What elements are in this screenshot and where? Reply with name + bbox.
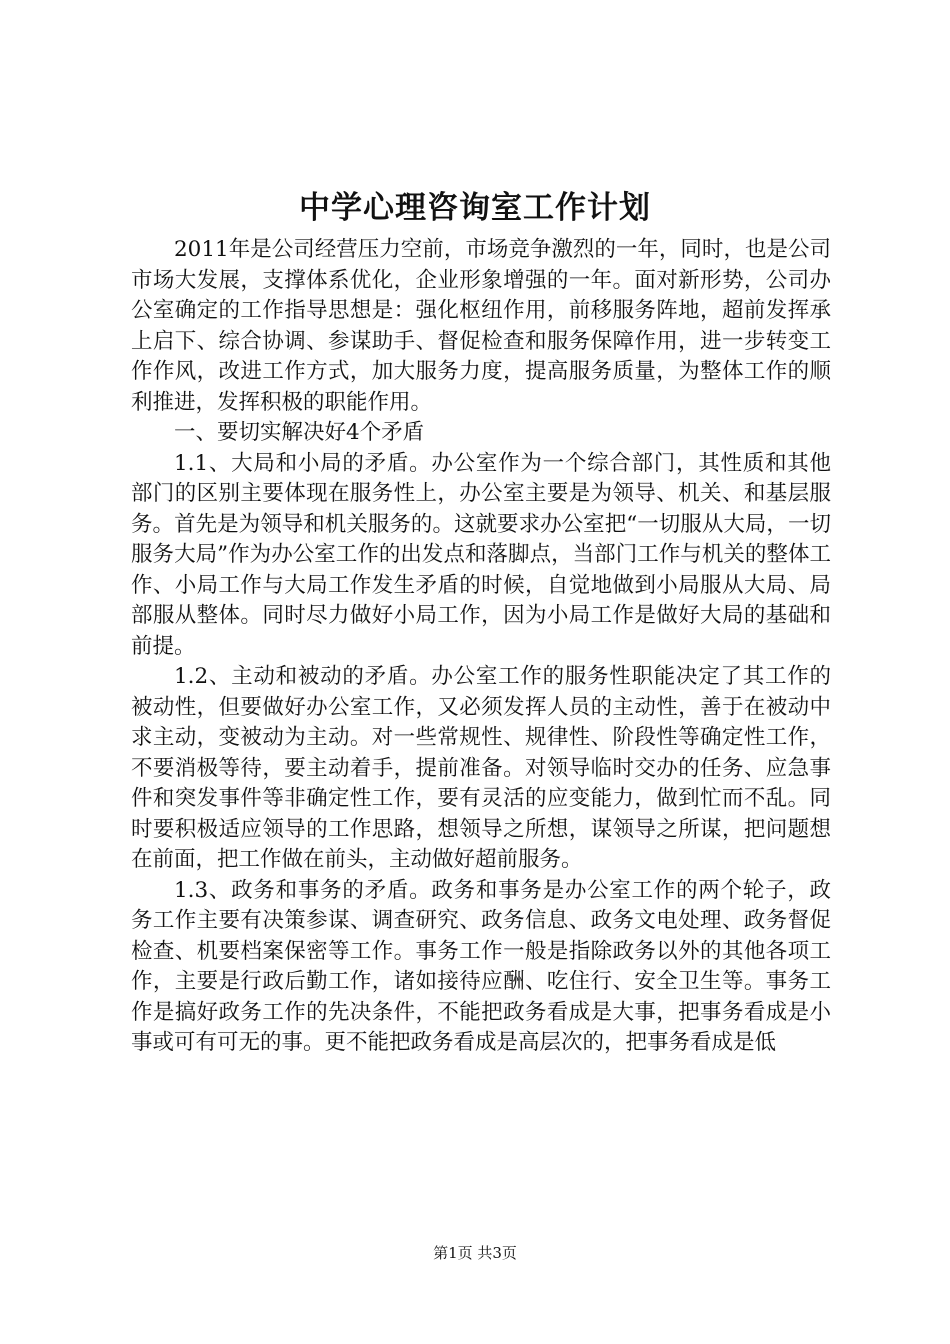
section-heading: 一、要切实解决好4个矛盾 (174, 420, 425, 445)
paragraph-1-2: 1.2、主动和被动的矛盾。办公室工作的服务性职能决定了其工作的被动性，但要做好办公室工作，又必须发挥人员的主动性，善于在被动中求主动，变被动为主动。对一些常规性、规律性、阶段性等确定性工作，不要消极等待，要主动着手，提前准备。对领导临时交办的任务、应急事件和突发事件等非确定性工作，要有灵活的应变能力，做到忙而不乱。同时要积极适应领导的工作思路，想领导之所想，谋领导之所谋，把问题想在前面，把工作做在前头，主动做好超前服务。 (131, 664, 831, 872)
page-footer: 第1页 共3页 (433, 1244, 517, 1262)
paragraph-1-3: 1.3、政务和事务的矛盾。政务和事务是办公室工作的两个轮子，政务工作主要有决策参谋、调查研究、政务信息、政务文电处理、政务督促检查、机要档案保密等工作。事务工作一般是指除政务以外的其他各项工作，主要是行政后勤工作，诸如接待应酬、吃住行、安全卫生等。事务工作是搞好政务工作的先决条件，不能把政务看成是大事，把事务看成是小事或可有可无的事。更不能把政务看成是高层次的，把事务看成是低 (131, 877, 831, 1055)
document-title: 中学心理咨询室工作计划 (299, 190, 651, 226)
document-body (131, 235, 831, 1059)
paragraph-intro: 2011年是公司经营压力空前，市场竞争激烈的一年，同时，也是公司市场大发展，支撑体系优化，企业形象增强的一年。面对新形势，公司办公室确定的工作指导思想是：强化枢纽作用，前移服务阵地，超前发挥承上启下、综合协调、参谋助手、督促检查和服务保障作用，进一步转变工作作风，改进工作方式，加大服务力度，提高服务质量，为整体工作的顺利推进，发挥积极的职能作用。 (131, 237, 831, 415)
paragraph-1-1: 1.1、大局和小局的矛盾。办公室作为一个综合部门，其性质和其他部门的区别主要体现在服务性上，办公室主要是为领导、机关、和基层服务。首先是为领导和机关服务的。这就要求办公室把“一切服从大局，一切服务大局”作为办公室工作的出发点和落脚点，当部门工作与机关的整体工作、小局工作与大局工作发生矛盾的时候，自觉地做到小局服从大局、局部服从整体。同时尽力做好小局工作，因为小局工作是做好大局的基础和前提。 (131, 450, 831, 659)
